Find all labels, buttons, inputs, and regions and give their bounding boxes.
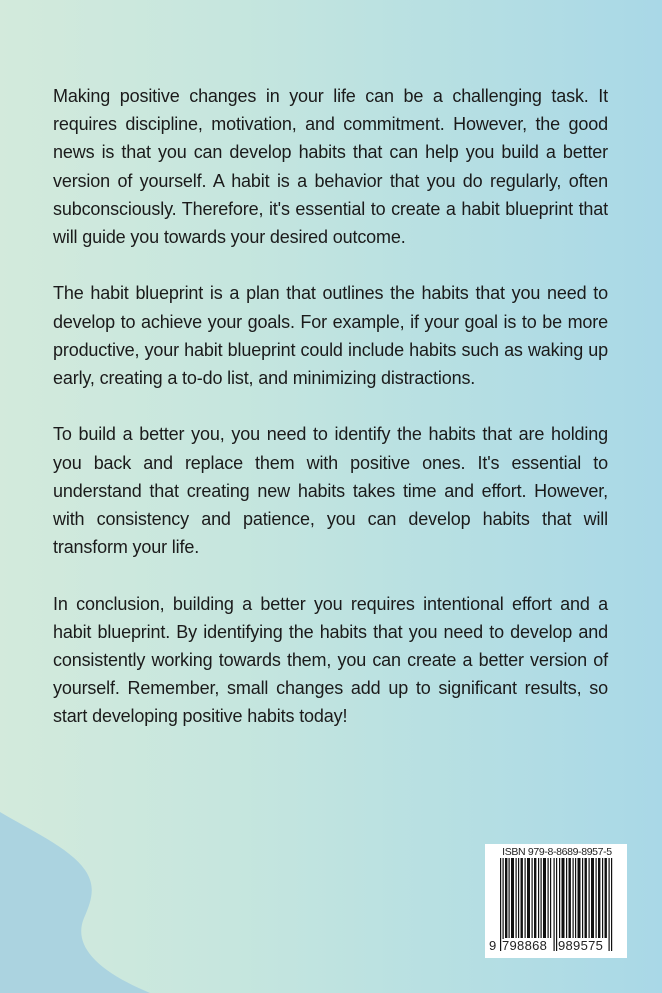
isbn-barcode-box bbox=[485, 844, 627, 958]
barcode-digits-left: 798868 bbox=[502, 938, 548, 953]
barcode-digits-right: 989575 bbox=[558, 938, 604, 953]
paragraph-1: Making positive changes in your life can be a challenging task. It requires discipline, motivation, and commitment. However, the good news is that you can develop habits that can help you build a better version of yourself. A habit is a behavior that you do regularly, often subconsciously. Therefore, it's essential to create a habit blueprint that will guide you towards your desired outcome. bbox=[53, 86, 608, 248]
paragraph-2: The habit blueprint is a plan that outlines the habits that you need to develop to achieve your goals. For example, if your goal is to be more productive, your habit blueprint could include habits such as waking up early, creating a to-do list, and minimizing distractions. bbox=[53, 283, 608, 389]
barcode-digit-lead: 9 bbox=[489, 938, 497, 953]
blurb-text bbox=[53, 82, 608, 759]
paragraph-4: In conclusion, building a better you requires intentional effort and a habit blueprint. By identifying the habits that you need to develop and consistently working towards them, you can create a better version of yourself. Remember, small changes add up to significant results, so start developing positive habits today! bbox=[53, 593, 608, 727]
paragraph-3: To build a better you, you need to identify the habits that are holding you back and replace them with positive ones. It's essential to understand that creating new habits takes time and effort. However, with consistency and patience, you can develop habits that will transform your life. bbox=[53, 424, 608, 558]
isbn-label: ISBN 979-8-8689-8957-5 bbox=[502, 846, 612, 858]
